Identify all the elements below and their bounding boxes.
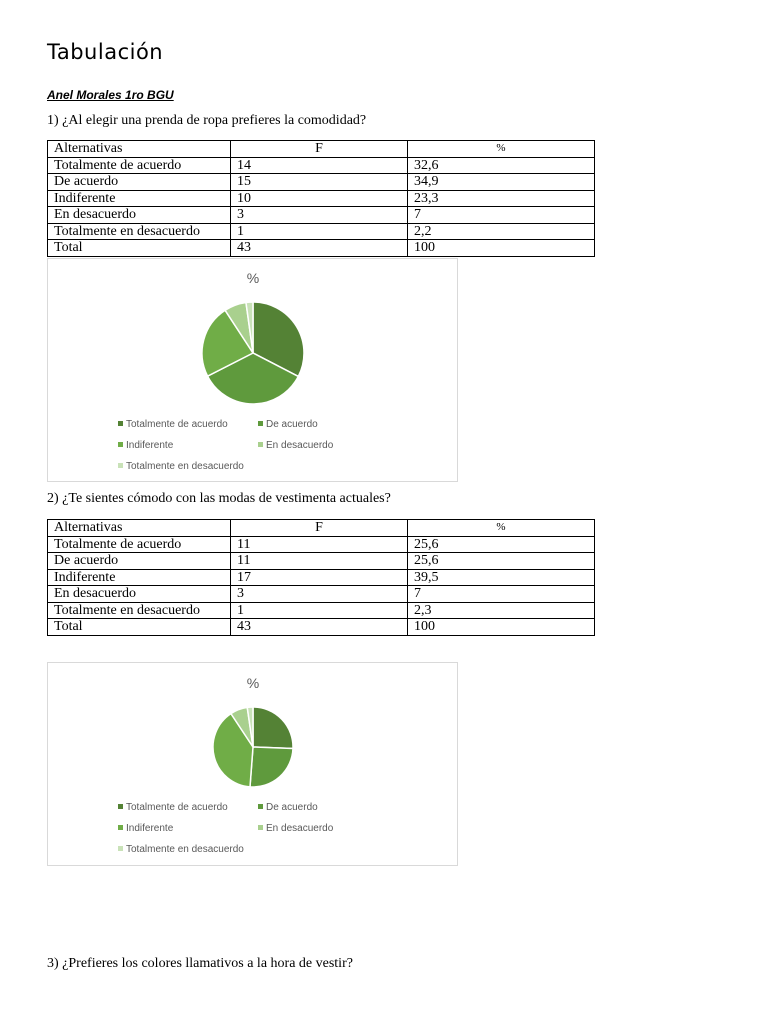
legend-entry: Totalmente de acuerdo bbox=[126, 419, 228, 430]
cell-percent: 100 bbox=[408, 619, 595, 636]
legend-entry: De acuerdo bbox=[266, 802, 318, 813]
table-header-row bbox=[48, 141, 595, 158]
cell-alternativa: En desacuerdo bbox=[48, 207, 231, 224]
pie-chart-1-svg bbox=[48, 259, 457, 481]
cell-alternativa: Totalmente de acuerdo bbox=[48, 536, 231, 553]
legend-entry: En desacuerdo bbox=[266, 823, 334, 834]
table-row bbox=[48, 602, 595, 619]
table-row bbox=[48, 190, 595, 207]
legend-entry: Totalmente en desacuerdo bbox=[126, 461, 244, 472]
chart-legend bbox=[118, 419, 334, 472]
cell-percent: 7 bbox=[408, 586, 595, 603]
cell-f: 3 bbox=[231, 207, 408, 224]
legend-swatch bbox=[258, 421, 263, 426]
cell-f: 11 bbox=[231, 536, 408, 553]
legend-entry: Totalmente de acuerdo bbox=[126, 802, 228, 813]
cell-f: 3 bbox=[231, 586, 408, 603]
cell-f: 14 bbox=[231, 157, 408, 174]
cell-percent: 2,2 bbox=[408, 223, 595, 240]
cell-alternativa: Totalmente en desacuerdo bbox=[48, 223, 231, 240]
cell-percent: 100 bbox=[408, 240, 595, 257]
cell-alternativa: De acuerdo bbox=[48, 174, 231, 191]
document-title: Tabulación bbox=[47, 40, 164, 64]
pie-slices bbox=[202, 302, 304, 404]
legend-entry: En desacuerdo bbox=[266, 440, 334, 451]
cell-alternativa: Totalmente en desacuerdo bbox=[48, 602, 231, 619]
cell-f: 1 bbox=[231, 602, 408, 619]
table-row bbox=[48, 536, 595, 553]
cell-percent: 2,3 bbox=[408, 602, 595, 619]
legend-swatch bbox=[118, 825, 123, 830]
cell-alternativa: Totalmente de acuerdo bbox=[48, 157, 231, 174]
legend-swatch bbox=[118, 421, 123, 426]
cell-percent: 23,3 bbox=[408, 190, 595, 207]
cell-f: 43 bbox=[231, 240, 408, 257]
table-row bbox=[48, 569, 595, 586]
header-percent: % bbox=[408, 141, 595, 158]
pie-chart-2 bbox=[47, 662, 458, 866]
legend-entry: Indiferente bbox=[126, 440, 174, 451]
cell-alternativa: Total bbox=[48, 240, 231, 257]
cell-alternativa: Indiferente bbox=[48, 190, 231, 207]
table-row bbox=[48, 174, 595, 191]
header-percent: % bbox=[408, 520, 595, 537]
cell-f: 1 bbox=[231, 223, 408, 240]
pie-slice bbox=[253, 707, 293, 749]
legend-swatch bbox=[258, 442, 263, 447]
header-alternativas: Alternativas bbox=[48, 141, 231, 158]
cell-percent: 34,9 bbox=[408, 174, 595, 191]
table-row bbox=[48, 223, 595, 240]
pie-slices bbox=[213, 707, 293, 787]
pie-slice bbox=[250, 747, 293, 787]
chart-title: % bbox=[246, 270, 260, 286]
cell-percent: 39,5 bbox=[408, 569, 595, 586]
cell-percent: 7 bbox=[408, 207, 595, 224]
legend-swatch bbox=[118, 804, 123, 809]
question-2: 2) ¿Te sientes cómodo con las modas de vestimenta actuales? bbox=[47, 491, 391, 506]
table-row bbox=[48, 207, 595, 224]
legend-swatch bbox=[118, 442, 123, 447]
table-total-row bbox=[48, 240, 595, 257]
header-f: F bbox=[231, 520, 408, 537]
table-row bbox=[48, 553, 595, 570]
header-alternativas: Alternativas bbox=[48, 520, 231, 537]
legend-entry: Totalmente en desacuerdo bbox=[126, 844, 244, 855]
cell-f: 43 bbox=[231, 619, 408, 636]
question-1: 1) ¿Al elegir una prenda de ropa prefieres la comodidad? bbox=[47, 113, 367, 128]
table-header-row bbox=[48, 520, 595, 537]
cell-alternativa: Indiferente bbox=[48, 569, 231, 586]
legend-swatch bbox=[258, 825, 263, 830]
cell-percent: 25,6 bbox=[408, 536, 595, 553]
table-row bbox=[48, 157, 595, 174]
table-question-2 bbox=[47, 519, 595, 636]
pie-chart-1 bbox=[47, 258, 458, 482]
cell-f: 17 bbox=[231, 569, 408, 586]
cell-f: 10 bbox=[231, 190, 408, 207]
legend-swatch bbox=[118, 846, 123, 851]
cell-percent: 25,6 bbox=[408, 553, 595, 570]
cell-alternativa: En desacuerdo bbox=[48, 586, 231, 603]
question-3: 3) ¿Prefieres los colores llamativos a la hora de vestir? bbox=[47, 956, 353, 971]
chart-legend bbox=[118, 802, 334, 855]
chart-title: % bbox=[246, 675, 260, 691]
cell-alternativa: De acuerdo bbox=[48, 553, 231, 570]
legend-swatch bbox=[258, 804, 263, 809]
legend-swatch bbox=[118, 463, 123, 468]
table-total-row bbox=[48, 619, 595, 636]
table-row bbox=[48, 586, 595, 603]
cell-f: 11 bbox=[231, 553, 408, 570]
cell-percent: 32,6 bbox=[408, 157, 595, 174]
header-f: F bbox=[231, 141, 408, 158]
cell-alternativa: Total bbox=[48, 619, 231, 636]
author-name: Anel Morales 1ro BGU bbox=[47, 88, 174, 102]
legend-entry: Indiferente bbox=[126, 823, 174, 834]
table-question-1 bbox=[47, 140, 595, 257]
legend-entry: De acuerdo bbox=[266, 419, 318, 430]
cell-f: 15 bbox=[231, 174, 408, 191]
pie-chart-2-svg bbox=[48, 663, 457, 865]
